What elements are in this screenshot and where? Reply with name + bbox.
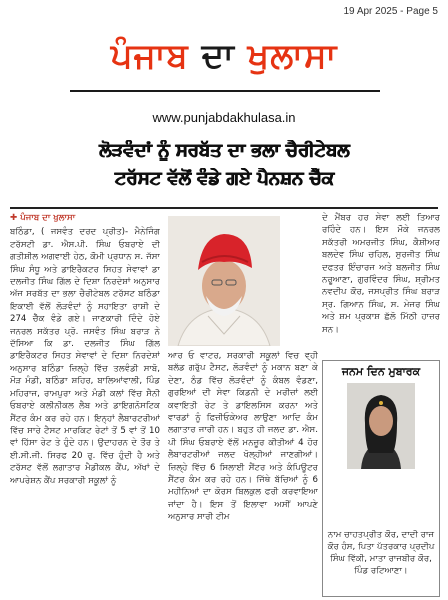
title-part-punjab: ਪੰਜਾਬ	[110, 36, 202, 76]
article-column-middle	[168, 350, 318, 597]
article-text-left: ਬਠਿੰਡਾ, ( ਜਸਵੰਤ ਦਰਦ ਪ੍ਰੀਤ)- ਮੈਨੇਜਿੰਗ ਟਰੱਸਟੀ ਡਾ. ਐਸ.ਪੀ. ਸਿੰਘ ਓਬਰਾਏ ਦੀ ਗਤੀਸ਼ੀਲ ਅਗਵਾਈ ਹੇਠ, ਕੌਮੀ ਪ੍ਰਧਾਨ ਸ. ਜੱਸਾ ਸਿੰਘ ਸੰਧੂ ਅਤੇ ਡਾਇਰੈਕਟਰ ਸਿਹਤ ਸੇਵਾਵਾਂ ਡਾ ਦਲਜੀਤ ਸਿੰਘ ਗਿੱਲ ਦੇ ਦਿਸ਼ਾ ਨਿਰਦੇਸ਼ਾਂ ਅਨੁਸਾਰ ਅੱਜ ਸਰਬੱਤ ਦਾ ਭਲਾ ਚੈਰੀਟੇਬਲ ਟਰੱਸਟ ਬਠਿੰਡਾ ਇਕਾਈ ਵੱਲੋਂ ਲੋੜਵੰਦਾਂ ਨੂੰ ਸਹਾਇਤਾ ਰਾਸ਼ੀ ਦੇ 274 ਚੈੱਕ ਵੰਡੇ ਗਏ। ਜਾਣਕਾਰੀ ਦਿੰਦੇ ਹੋਏ ਜਨਰਲ ਸਕੱਤਰ ਪ੍ਰੋ. ਜਸਵੰਤ ਸਿੰਘ ਬਰਾੜ ਨੇ ਦੱਸਿਆ ਕਿ ਡਾ. ਦਲਜੀਤ ਸਿੰਘ ਗਿੱਲ ਡਾਇਰੈਕਟਰ ਸਿਹਤ ਸੇਵਾਵਾਂ ਦੇ ਦਿਸ਼ਾ ਨਿਰਦੇਸ਼ਾਂ ਅਨੁਸਾਰ ਬਠਿੰਡਾ ਜ਼ਿਲ੍ਹੇ ਵਿੱਚ ਤਲਵੰਡੀ ਸਾਬੋ, ਮੌੜ ਮੰਡੀ, ਬਠਿੰਡਾ ਸ਼ਹਿਰ, ਬਾਲਿਆਂਵਾਲੀ, ਪਿੰਡ ਮਹਿਰਾਜ, ਰਾਮਪੁਰਾ ਅਤੇ ਮੰਡੀ ਕਲਾਂ ਵਿੱਚ ਸੈਨੀ ਓਬਰਾਏ ਕਲੀਨੀਕਲ ਲੈਬ ਅਤੇ ਡਾਇਗਨੋਸਟਿਕ ਸੈਂਟਰ ਕੰਮ ਕਰ ਰਹੇ ਹਨ। ਇਨ੍ਹਾਂ ਲੈਬਾਰਟਰੀਆਂ ਵਿੱਚ ਸਾਰੇ ਟੈਸਟ ਮਾਰਕਿਟ ਰੇਟਾਂ ਤੋਂ 5 ਵਾਂ ਤੋਂ 10 ਵਾਂ ਹਿੱਸਾ ਰੇਟ ਤੇ ਹੁੰਦੇ ਹਨ। ਉਦਾਹਰਨ ਦੇ ਤੌਰ ਤੇ ਈ.ਸੀ.ਜੀ. ਸਿਰਫ 20 ਰੁ. ਵਿੱਚ ਹੁੰਦੀ ਹੈ ਅਤੇ ਟਰੱਸਟ ਵੱਲੋਂ ਲਗਾਤਾਰ ਮੈਡੀਕਲ ਕੈਂਪ, ਅੱਖਾਂ ਦੇ ਆਪਰੇਸ਼ਨ ਕੈਂਪ ਸਰਕਾਰੀ ਸਕੂਲਾਂ ਨੂੰ	[10, 227, 160, 486]
article-text-middle: ਆਰ ਓ ਵਾਟਰ, ਸਰਕਾਰੀ ਸਕੂਲਾਂ ਵਿਚ ਵ੍ਹੀ ਬਲੱਡ ਗਰੁੱਪ ਟੈਸਟ, ਲੋੜਵੰਦਾਂ ਨੂੰ ਮਕਾਨ ਬਣਾ ਕੇ ਦੇਣਾ, ਠੰਡ ਵਿੱਚ ਲੋੜਵੰਦਾਂ ਨੂੰ ਕੰਬਲ ਵੰਡਣਾ, ਗੁਰਇਆਂ ਦੀ ਸੇਵਾ ਕਿਡਨੀ ਦੇ ਮਰੀਜ਼ਾਂ ਲਈ ਕਵਾਇਤੀ ਰੇਟ ਤੇ ਡਾਇਲਸਿਸ ਕਰਨਾ ਅਤੇ ਵਾਰਡਾਂ ਨੂੰ ਫਿਜ਼ੀਓਕੇਅਰ ਲਾਉਣਾ ਆਦਿ ਕੰਮ ਲਗਾਤਾਰ ਜਾਰੀ ਹਨ। ਬਹੁਤ ਹੀ ਜਲਦ ਡਾ. ਐਸ. ਪੀ ਸਿੰਘ ਓਬਰਾਏ ਵੱਲੋਂ ਮਨਜ਼ੂਰ ਕੀਤੀਆਂ 4 ਹੋਰ ਲੈਬਾਰਟਰੀਆਂ ਜਲਦ ਖੋਲ੍ਹੀਆਂ ਜਾਣਗੀਆਂ। ਜ਼ਿਲ੍ਹੇ ਵਿੱਚ 6 ਸਿਲਾਈ ਸੈਂਟਰ ਅਤੇ ਕੰਪਿਊਟਰ ਸੈਂਟਰ ਕੰਮ ਕਰ ਰਹੇ ਹਨ। ਜਿੱਥੇ ਬੱਚਿਆਂ ਨੂੰ 6 ਮਹੀਨਿਆਂ ਦਾ ਕੋਰਸ ਬਿਲਕੁਲ ਫਰੀ ਕਰਵਾਇਆ ਜਾਂਦਾ ਹੈ। ਇਸ ਤੋਂ ਇਲਾਵਾ ਅਸੀਂ ਆਪਣੇ ਅਨੁਸਾਰ ਸਾਰੀ ਟੀਮ	[168, 351, 318, 523]
bullet-icon: ✚	[10, 213, 21, 223]
headline-line-2: ਟਰੱਸਟ ਵੱਲੋਂ ਵੰਡੇ ਗਏ ਪੈਨਸ਼ਨ ਚੈੱਕ	[114, 168, 334, 189]
birthday-photo	[347, 383, 415, 469]
title-part-khulasa: ਖੁਲਾਸਾ	[234, 36, 338, 76]
page-date-number: 19 Apr 2025 - Page 5	[343, 6, 438, 17]
masthead	[0, 36, 448, 76]
section-label-text: ਪੰਜਾਬ ਦਾ ਖੁਲਾਸਾ	[20, 213, 76, 223]
article-column-right	[322, 212, 440, 362]
birthday-caption: ਨਾਮ ਚਾਹਤਪ੍ਰੀਤ ਕੌਰ, ਦਾਦੀ ਰਾਜ ਕੌਰ ਹੰਸ, ਪਿਤਾ ਪੱਤਰਕਾਰ ਪ੍ਰਦੀਪ ਸਿੰਘ ਵਿੱਕੀ, ਮਾਤਾ ਰਾਜਬੀਰ ਕੌਰ, ਪਿੰਡ ਰਟਿਆਣਾ।	[327, 530, 435, 576]
website-url: www.punjabdakhulasa.in	[152, 110, 296, 125]
birthday-box	[322, 360, 440, 597]
birthday-title: ਜਨਮ ਦਿਨ ਮੁਬਾਰਕ	[341, 365, 421, 378]
article-text-right: ਦੇ ਮੈਂਬਰ ਹਰ ਸੇਵਾ ਲਈ ਤਿਆਰ ਰਹਿੰਦੇ ਹਨ। ਇਸ ਮੌਕੇ ਜਨਰਲ ਸਕੱਤਰੀ ਅਮਰਜੀਤ ਸਿੰਘ, ਕੈਸ਼ੀਅਰ ਬਲਦੇਵ ਸਿੰਘ ਚਹਿਲ, ਸੁਰਜੀਤ ਸਿੰਘ ਦਫਤਰ ਇੰਚਾਰਜ ਅਤੇ ਬਲਜੀਤ ਸਿੰਘ ਨਰੂਆਣਾ, ਗੁਰਵਿੰਦਰ ਸਿੰਘ, ਸ਼੍ਰੀਮਤ ਨਵਦੀਪ ਕੌਰ, ਜਸਪ੍ਰੀਤ ਸਿੰਘ ਬਰਾੜ ਸ੍ਰ. ਗਿਆਨ ਸਿੰਘ, ਸ. ਮੇਜਰ ਸਿੰਘ ਅਤੇ ਸ਼ਮ ਪ੍ਰਕਾਸ਼ ਛੱਲੋ ਮਿੱਠੀ ਹਾਜ਼ਰ ਸਨ।	[322, 213, 440, 335]
portrait-illustration	[168, 216, 280, 346]
headline-line-1: ਲੋੜਵੰਦਾਂ ਨੂੰ ਸਰਬੱਤ ਦਾ ਭਲਾ ਚੈਰੀਟੇਬਲ	[98, 140, 350, 161]
headline-divider	[10, 207, 438, 209]
portrait-photo	[168, 216, 280, 346]
article-column-left	[10, 212, 160, 597]
title-part-da: ਦਾ	[201, 36, 235, 76]
girl-portrait-illustration	[347, 383, 415, 469]
newspaper-title	[111, 36, 338, 76]
section-label	[10, 212, 160, 224]
masthead-divider	[70, 90, 380, 92]
